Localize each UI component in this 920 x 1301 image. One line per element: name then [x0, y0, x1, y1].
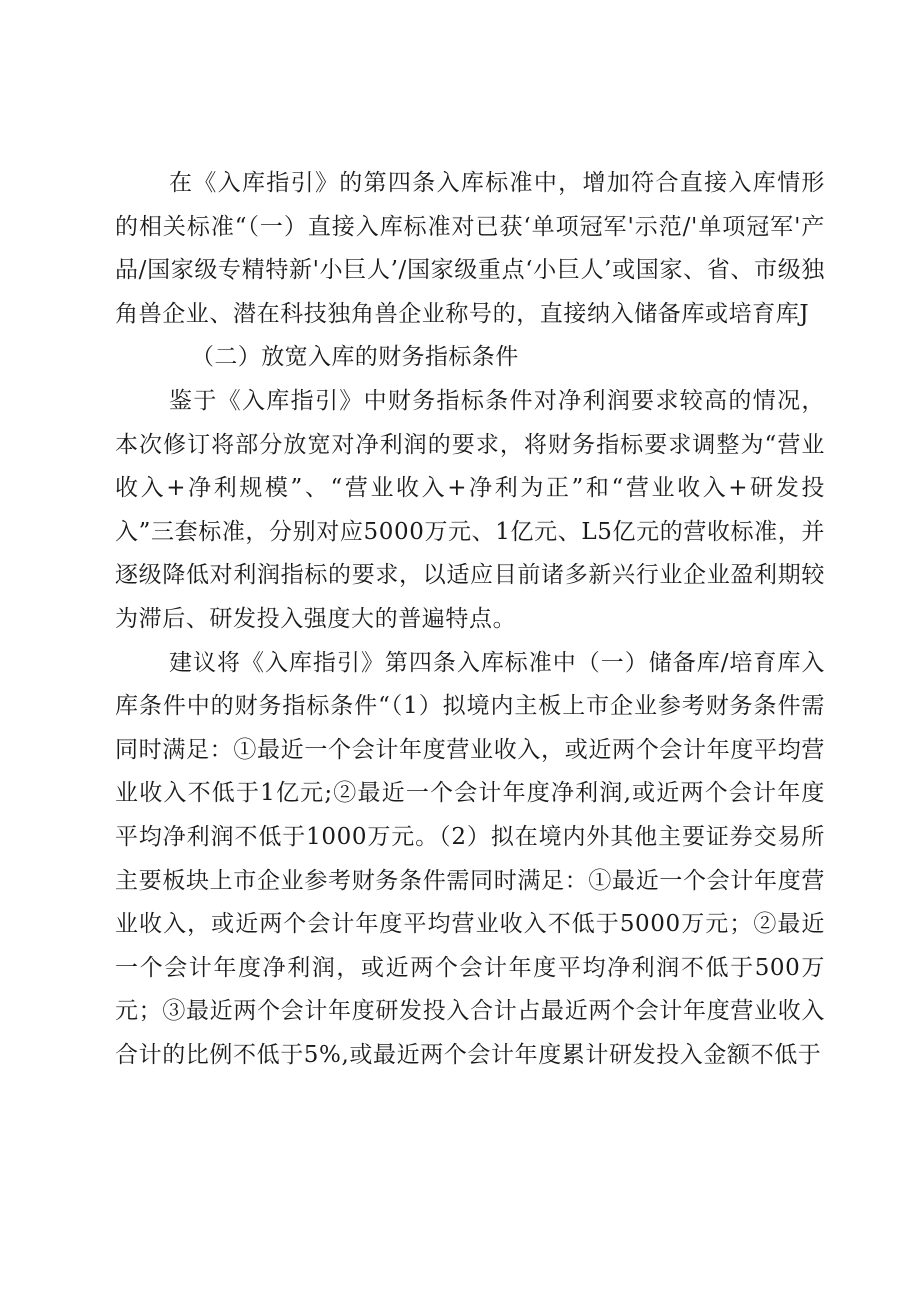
section-heading-relax-financial-conditions: （二）放宽入库的财务指标条件 — [191, 344, 519, 371]
paragraph-direct-entry-standard: 在《入库指引》的第四条入库标准中，增加符合直接入库情形的相关标准“（一）直接入库标准对已获‘单项冠军'示范/'单项冠军'产品/国家级专精特新'小巨人’/国家级重点‘小巨人’或国家、省、市级独角兽企业、潜在科技独角兽企业称号的，直接纳入储备库或培育库J — [115, 170, 825, 327]
document-body — [115, 162, 825, 1077]
paragraph-revision-rationale: 鉴于《入库指引》中财务指标条件对净利润要求较高的情况，本次修订将部分放宽对净利润的要求，将财务指标要求调整为“营业收入+净利规模”、“营业收入+净利为正”和“营业收入+研发投入”三套标准，分别对应5000万元、1亿元、L5亿元的营收标准，并逐级降低对利润指标的要求，以适应目前诸多新兴行业企业盈利期较为滞后、研发投入强度大的普遍特点。 — [115, 387, 825, 632]
paragraph-financial-conditions-proposal: 建议将《入库指引》第四条入库标准中（一）储备库/培育库入库条件中的财务指标条件“（1）拟境内主板上市企业参考财务条件需同时满足：①最近一个会计年度营业收入，或近两个会计年度平均营业收入不低于1亿元;②最近一个会计年度净利润,或近两个会计年度平均净利润不低于1000万元。（2）拟在境内外其他主要证券交易所主要板块上市企业参考财务条件需同时满足：①最近一个会计年度营业收入，或近两个会计年度平均营业收入不低于5000万元；②最近一个会计年度净利润，或近两个会计年度平均净利润不低于500万元；③最近两个会计年度研发投入合计占最近两个会计年度营业收入合计的比例不低于5%,或最近两个会计年度累计研发投入金额不低于 — [115, 649, 825, 1068]
